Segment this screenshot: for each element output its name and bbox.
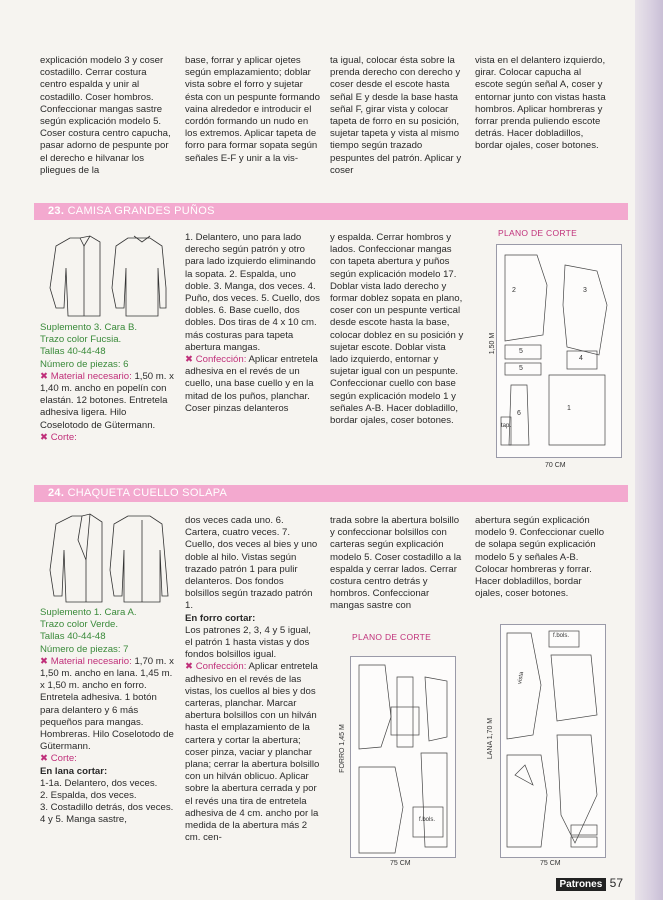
plan-24-lana-height: LANA 1,70 M [487, 717, 495, 760]
piece-2: 2 [512, 287, 516, 294]
plan-23-height: 1,50 M [489, 332, 497, 355]
section-23-band [34, 203, 628, 220]
plan-23-pieces [497, 245, 621, 457]
top-col-2: base, forrar y aplicar ojetes según emplazamiento; doblar vista sobre el forro y sujetar ésta con un pespunte formando vaina alrededor e introducir el cordón formando un nudo en los extremos. Aplicar tapeta de forro para formar sopata según señales E-F y unir a la vis- [185, 55, 320, 164]
piece-1: 1 [567, 405, 571, 412]
s24-col-4: abertura según explicación modelo 9. Confeccionar cuello de solapa según explicación modelo 5 y señales A-B. Colocar hombreras y forrar. Hacer dobladillos, bordar ojales, coser botones. [475, 515, 605, 600]
plan-23-width: 70 CM [545, 462, 566, 469]
shirt-sketch [42, 228, 172, 320]
section-23-title: CAMISA GRANDES PUÑOS [67, 205, 215, 217]
s24-col-2: dos veces cada uno. 6. Cartera, cuatro veces. 7. Cuello, dos veces al bies y uno doble al hilo. Vistas según trazado patrón 1 para pulir delanteros. Dos fondos bolsillos según trazado patrón 1. En forro cortar: Los patrones 2, 3, 4 y 5 igual, el patrón 1 hasta vistas y dos fondos bolsillos igual. ✖ Confección: Aplicar entretela adhesivo en el revés de las vistas, los cuellos al bies y dos carteras, planchar. Marcar abertura bolsillos con un hilván hasta el emplazamiento de la cartera y cortar la abertura; coser pinza, vaciar y planchar plana; cerrar la abertura bolsillo con un hilván oblicuo. Aplicar sobre la abertura cerrada y por el revés una tira de entretela adhesiva de 4 cm. ancho por la medida de la abertura más 2 cm. cen- [185, 515, 320, 844]
piece-5a: 5 [519, 348, 523, 355]
plan-forro-pieces [351, 657, 455, 857]
plan-24-forro [350, 656, 456, 858]
plan-24-forro-height: FORRO 1,45 M [338, 724, 346, 773]
page-footer [556, 876, 624, 890]
s23-col-2: 1. Delantero, uno para lado derecho según patrón y otro para lado izquierdo eliminando la sopata. 2. Espalda, uno doble. 3. Manga, dos veces. 4. Puño, dos veces. 5. Cuello, dos dobles. 6. Base cuello, dos dobles. Dos tiras de 4 x 10 cm. más costuras para tapeta abertura mangas. ✖ Confección: Aplicar entretela adhesiva en el revés de un cuello, una base cuello y en la mitad de los puños, planchar. Coser pinzas delanteros [185, 232, 320, 414]
top-col-4: vista en el delantero izquierdo, girar. Colocar capucha al escote según señal A, coser y entornar junto con vistas hasta hombros. Aplicar hombreras y forrar prenda puliendo escote detrás. Hacer dobladillos, bordar ojales, coser botones. [475, 55, 606, 152]
plan-lana-pieces [501, 625, 605, 857]
piece-3: 3 [583, 287, 587, 294]
piece-4: 4 [579, 355, 583, 362]
section-24-band [34, 485, 628, 502]
piece-tap: tap. [501, 423, 512, 429]
s24-col-3: trada sobre la abertura bolsillo y confeccionar bolsillos con carteras según explicación modelo 5. Coser costadillo a la espalda y cerrar lados. Cerrar costura centro detrás y hombros. Confeccionar mangas sastre con [330, 515, 462, 612]
jacket-sketch [42, 510, 172, 605]
forro-fbols: f.bols. [419, 817, 436, 823]
piece-6a: 6 [517, 410, 521, 417]
section-24-number: 24. [48, 487, 65, 499]
section-24-title: CHAQUETA CUELLO SOLAPA [67, 487, 228, 499]
plan-23-title: PLANO DE CORTE [498, 228, 578, 238]
page-spine [635, 0, 663, 900]
s23-col-3: y espalda. Cerrar hombros y lados. Confeccionar mangas con tapeta abertura y puños según explicación modelo 17. Doblar vista lado derecho y formar doblez sopata en plano, coser con un pespunte vertical desde escote hasta la base, colocar doblez en su posición y sujetar escote. Doblar vista lado izquierdo, entornar y sujetar igual con un pespunte. Confeccionar cuello con base según explicación modelo 1 y señales A-B. Hacer dobladillo, bordar ojales, coser botones. [330, 232, 464, 427]
page-number: 57 [609, 876, 623, 890]
plan-23-layout [496, 244, 622, 458]
top-col-1: explicación modelo 3 y coser costadillo. Cerrar costura centro espalda y unir al costadillo. Coser hombros. Confeccionar mangas sastre según explicación modelo 5. Coser costura centro capucha, pasar adorno de pespunte por el derecho e hilvanar los pliegues de la [40, 55, 171, 176]
lana-fbols: f.bols. [553, 633, 570, 639]
section-23-number: 23. [48, 205, 65, 217]
s23-col-1: Suplemento 3. Cara B. Trazo color Fucsia. Tallas 40-44-48 Número de piezas: 6 ✖ Material necesario: 1,50 m. x 1,40 m. ancho en popelín con elastán. 12 botones. Entretela adhesiva ligera. Hilo Coselotodo de Gütermann. ✖ Corte: [40, 322, 174, 443]
footer-brand: Patrones [556, 878, 607, 891]
plan-24-title: PLANO DE CORTE [352, 632, 432, 642]
plan-24-lana [500, 624, 606, 858]
s24-col-1: Suplemento 1. Cara A. Trazo color Verde. Tallas 40-44-48 Número de piezas: 7 ✖ Material necesario: 1,70 m. x 1,50 m. ancho en lana. 1,45 m. x 1,50 m. ancho en forro. Entretela adhesiva. 1 botón para delantero y 6 más pequeños para mangas. Hombreras. Hilo Coselotodo de Gütermann. ✖ Corte: En lana cortar: 1-1a. Delantero, dos veces. 2. Espalda, dos veces. 3. Costadillo detrás, dos veces. 4 y 5. Manga sastre, [40, 607, 174, 826]
piece-5b: 5 [519, 365, 523, 372]
top-col-3: ta igual, colocar ésta sobre la prenda derecho con derecho y coser desde el escote hasta señal E y desde la base hasta señal F, girar vista y colocar tapeta de forro en su posición, sujetar tapeta y vista al mismo tiempo según trazado pespuntes del patrón. Aplicar y coser [330, 55, 462, 176]
lana-vista: vista [517, 671, 526, 685]
plan-24-lana-width: 75 CM [540, 860, 561, 867]
plan-24-forro-width: 75 CM [390, 860, 411, 867]
